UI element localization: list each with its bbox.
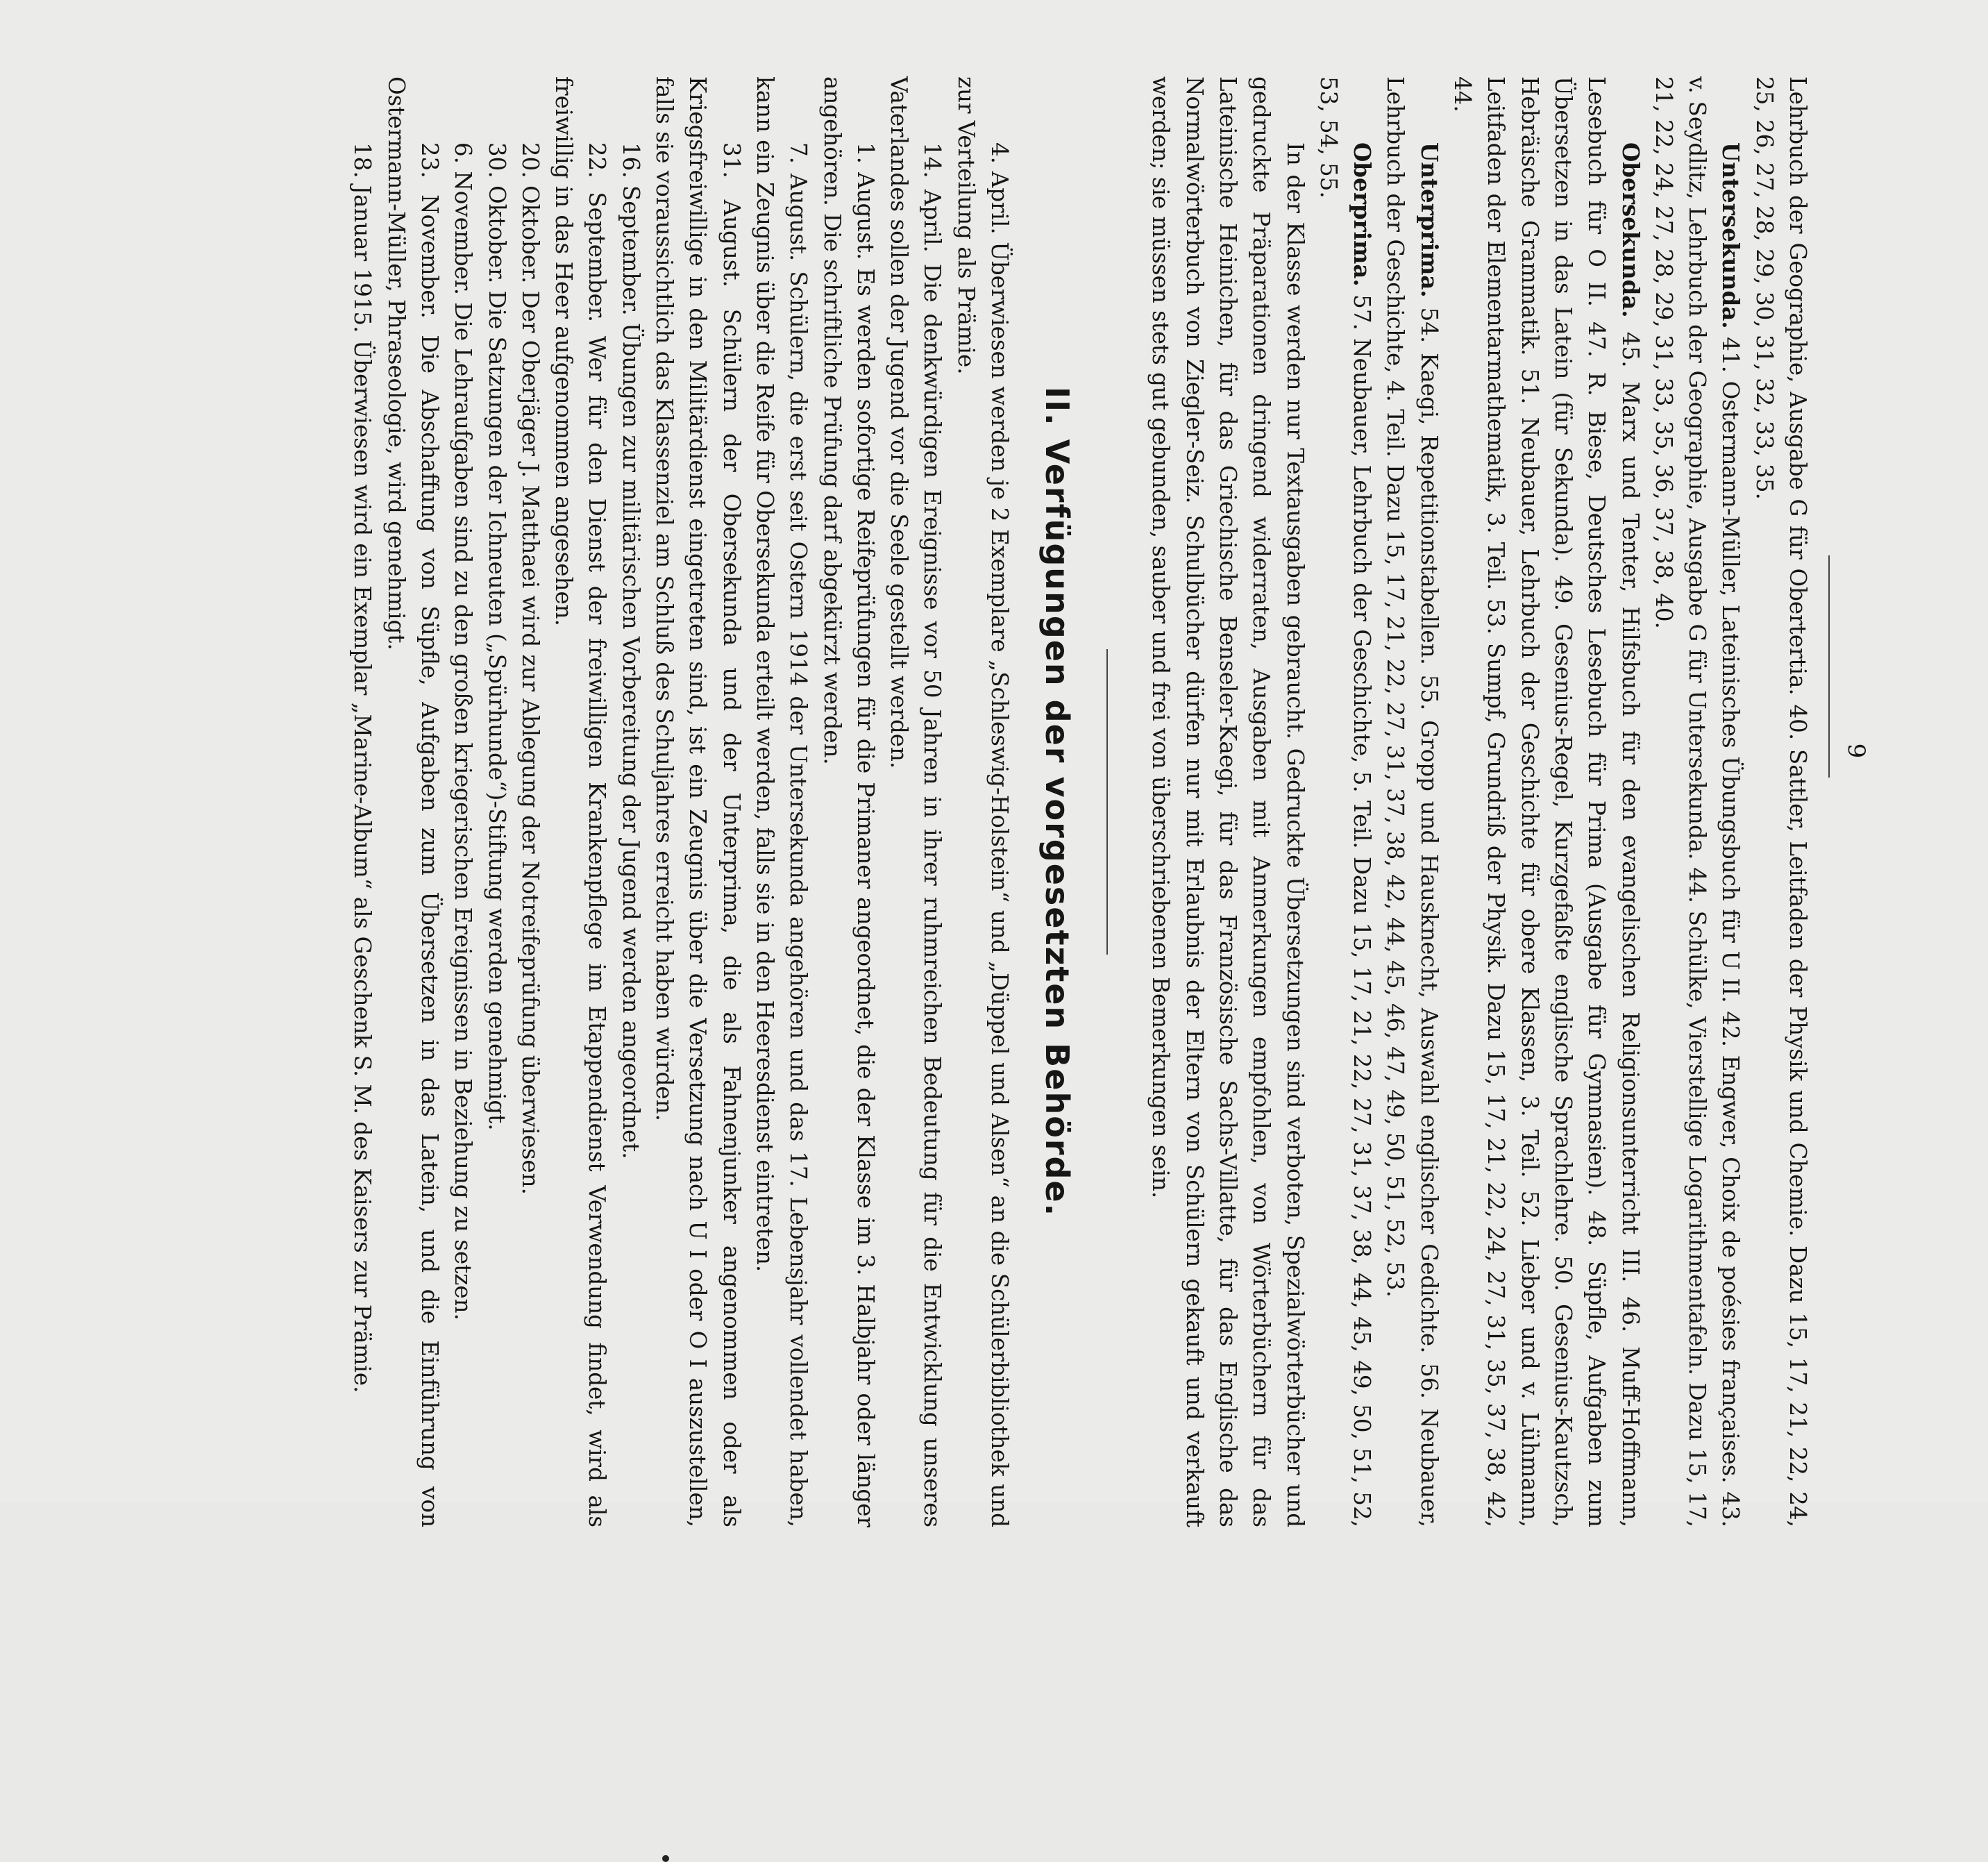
- decree-item: 23. November. Die Abschaffung von Süpfle, Aufgaben zum Übersetzen in das Latein, und die Einführung von Ostermann-Müller, Phraseologie, wird genehmigt.: [382, 76, 444, 1527]
- book-list-untersekunda: [1647, 76, 1748, 1527]
- ink-speck: [662, 1855, 669, 1862]
- decree-item: 6. November. Die Lehraufgaben sind zu den großen kriegerischen Ereignissen in Beziehung zu setzen.: [450, 142, 477, 1320]
- decree-item: 18. Januar 1915. Überwiesen wird ein Exemplar „Marine-Album“ als Geschenk S. M. des Kaisers zur Prämie.: [349, 142, 376, 1393]
- class-heading: Unterprima.: [1415, 142, 1443, 298]
- paragraph-text: 41. Ostermann-Müller, Lateinisches Übungsbuch für U II. 42. Engwer, Choix de poésies françaises. 43. v. Seydlitz, Lehrbuch der Geographie, Ausgabe G für Untersekunda. 44. Schülke, Vierstellige Logarithmentafeln. Dazu 15, 17, 21, 22, 24, 27, 28, 29, 31, 33, 35, 36, 37, 38, 40.: [1650, 76, 1744, 1527]
- paragraph-text: 45. Marx und Tenter, Hilfsbuch für den evangelischen Religionsunterricht III. 46. Muff-Hoffmann, Lesebuch für O II. 47. R. Biese, Deutsches Lesebuch für Prima (Ausgabe für Gymnasien). 48. Süpfle, Aufgaben zum Übersetzen in das Latein (für Sekunda). 49. Gesenius-Regel, Kurzgefaßte englische Sprachlehre. 50. Gesenius-Kautzsch, Hebräische Grammatik. 51. Neubauer, Lehrbuch der Geschichte für obere Klassen, 3. Teil. 52. Lieber und v. Lühmann, Leitfaden der Elementarmathematik, 3. Teil. 53. Sumpf, Grundriß der Physik. Dazu 15, 17, 21, 22, 24, 27, 31, 35, 37, 38, 42, 44.: [1449, 76, 1644, 1527]
- paragraph-text: 57. Neubauer, Lehrbuch der Geschichte, 5. Teil. Dazu 15, 17, 21, 22, 27, 31, 37, 38, 44, 45, 49, 50, 51, 52, 53, 54, 55.: [1315, 76, 1376, 1527]
- page-body: [346, 76, 1814, 1527]
- page-number-rule: [1828, 555, 1830, 778]
- decree-item: 20. Oktober. Der Oberjäger J. Matthaei wird zur Ablegung der Notreifeprüfung überwiesen.: [516, 142, 544, 1195]
- decree-item: 31. August. Schülern der Obersekunda und der Unterprima, die als Fahnenjunker angenommen oder als Kriegsfreiwillige in den Militärdienst eingetreten sind, ist ein Zeugnis über die Versetzung nach U I oder O I auszustellen, falls sie voraussichtlich das Klassenziel am Schluß des Schuljahres erreicht haben würden.: [651, 76, 745, 1527]
- textbook-usage-note: In der Klasse werden nur Textausgaben gebraucht. Gedruckte Übersetzungen sind verboten, Spezialwörterbücher und gedruckte Präparationen dringend widerraten, Ausgaben mit Anmerkungen empfohlen, von Wörterbüchern für das Lateinische Heinichen, für das Griechische Benseler-Kaegi, für das Französische Sachs-Villatte, für das Englische das Normalwörterbuch von Ziegler-Seiz. Schulbücher dürfen nur mit Erlaubnis der Eltern von Schülern gekauft und verkauft werden; sie müssen stets gut gebunden, sauber und frei von überschriebenen Bemerkungen sein.: [1147, 76, 1308, 1527]
- decree-item: 22. September. Wer für den Dienst der freiwilligen Krankenpflege im Etappendienst Verwendung findet, wird als freiwillig in das Heer aufgenommen angesehen.: [550, 76, 611, 1527]
- class-heading: Obersekunda.: [1617, 142, 1644, 318]
- decree-item: 16. September. Übungen zur militärischen Vorbereitung der Jugend werden angeordnet.: [617, 142, 644, 1159]
- paragraph-text: Lehrbuch der Geographie, Ausgabe G für Obertertia. 40. Sattler, Leitfaden der Physik und Chemie. Dazu 15, 17, 21, 22, 24, 25, 26, 27, 28, 29, 30, 31, 32, 33, 35.: [1751, 76, 1811, 1527]
- class-heading: Oberprima.: [1349, 142, 1376, 287]
- decree-item: 7. August. Schülern, die erst seit Ostern 1914 der Untersekunda angehören und das 17. Lebensjahr vollendet haben, kann ein Zeugnis über die Reife für Obersekunda erteilt werden, falls sie in den Heeresdienst eintreten.: [751, 76, 812, 1527]
- decree-item: 30. Oktober. Die Satzungen der Ichneuten („Spürhunde“)-Stiftung werden genehmigt.: [483, 142, 510, 1131]
- decree-item: 1. August. Es werden sofortige Reifeprüfungen für die Primaner angeordnet, die der Klasse im 3. Halbjahr oder länger angehören. Die schriftliche Prüfung darf abgekürzt werden.: [818, 76, 879, 1527]
- book-list-obertertia-continued: [1747, 76, 1814, 1527]
- page-number: 9: [1842, 743, 1870, 759]
- book-list-obersekunda: [1446, 76, 1647, 1527]
- section-heading: II. Verfügungen der vorgesetzten Behörde.: [1038, 386, 1077, 1218]
- decree-item: 14. April. Die denkwürdigen Ereignisse vor 50 Jahren in ihrer ruhmreichen Bedeutung für die Entwicklung unseres Vaterlandes sollen der Jugend vor die Seele gestellt werden.: [886, 76, 946, 1527]
- paragraph-text: 54. Kaegi, Repetitionstabellen. 55. Gropp und Hausknecht, Auswahl englischer Gedichte. 56. Neubauer, Lehrbuch der Geschichte, 4. Teil. Dazu 15, 17, 21, 22, 27, 31, 37, 38, 42, 44, 45, 46, 47, 49, 50, 51, 52, 53.: [1382, 76, 1442, 1527]
- section-divider: [1106, 649, 1108, 955]
- class-heading: Untersekunda.: [1717, 142, 1745, 329]
- book-list-unterprima: [1379, 76, 1446, 1527]
- decree-item: 4. April. Überwiesen werden je 2 Exemplare „Schleswig-Holstein“ und „Düppel und Alsen“ an die Schülerbibliothek und zur Verteilung als Prämie.: [952, 76, 1013, 1527]
- book-list-oberprima: [1312, 76, 1379, 1527]
